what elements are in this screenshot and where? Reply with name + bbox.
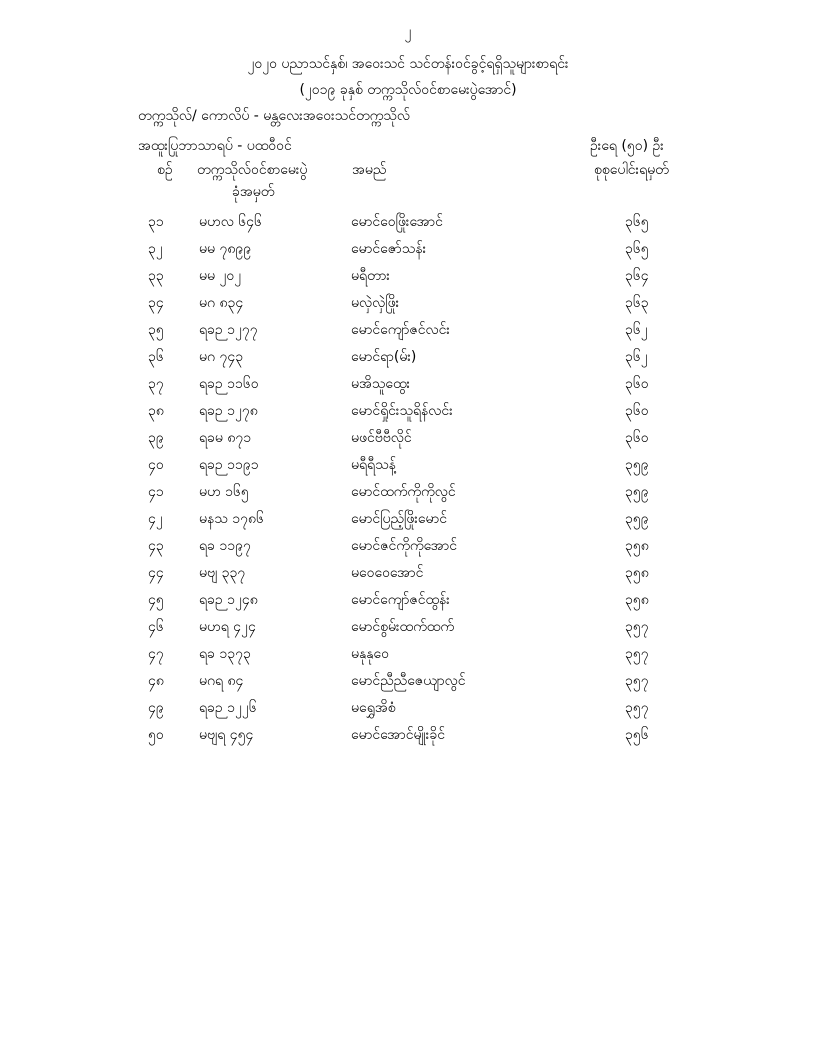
row-roll-number: ရခဉ ၁၂၄၈ xyxy=(199,592,258,608)
table-row xyxy=(0,725,816,751)
table-row xyxy=(0,455,816,481)
row-student-name: မဝေဝေအောင် xyxy=(351,565,424,581)
row-number: ၃၈ xyxy=(148,403,164,419)
row-student-name: မောင်ညီညီဇေယျာလွင် xyxy=(351,673,466,689)
row-student-name: မောင်ကျော်ဇင်လင်း xyxy=(351,322,450,338)
row-student-name: မောင်ဇော်သန်း xyxy=(351,241,427,257)
table-row xyxy=(0,266,816,292)
row-roll-number: မဟ ၁၆၅ xyxy=(199,484,249,500)
table-row xyxy=(0,509,816,535)
row-total-marks: ၃၅၇ xyxy=(625,646,649,662)
row-total-marks: ၃၆၀ xyxy=(625,376,649,392)
column-header-marks: စုစုပေါင်းရမှတ် xyxy=(594,162,669,178)
row-roll-number: မဗျရ ၄၅၄ xyxy=(199,727,254,743)
row-total-marks: ၃၆၂ xyxy=(625,349,648,365)
row-number: ၃၇ xyxy=(148,376,164,392)
row-number: ၃၆ xyxy=(148,349,164,365)
row-student-name: မောင်ဝေဖြိုးအောင် xyxy=(351,214,443,230)
row-roll-number: မဂ ၈၃၄ xyxy=(199,295,244,311)
row-student-name: မရီရီသန့် xyxy=(351,457,396,473)
row-student-name: မလှဲလှဲဖြိုး xyxy=(351,295,400,311)
column-header-no: စဉ် xyxy=(157,162,173,178)
table-row xyxy=(0,347,816,373)
quota-line: ဦးရေ (၅၀) ဦး xyxy=(590,138,664,154)
table-row xyxy=(0,428,816,454)
row-number: ၃၂ xyxy=(148,241,163,257)
row-roll-number: ရခဉ ၁၂၇၈ xyxy=(199,403,258,419)
row-total-marks: ၃၅၈ xyxy=(625,592,649,608)
row-total-marks: ၃၆၅ xyxy=(625,214,649,230)
row-student-name: မရွှေအိစံ xyxy=(351,700,396,716)
row-student-name: မောင်ထက်ကိုကိုလွင် xyxy=(351,484,456,500)
row-total-marks: ၃၅၇ xyxy=(625,700,649,716)
row-total-marks: ၃၆၅ xyxy=(625,241,649,257)
table-row xyxy=(0,590,816,616)
table-row xyxy=(0,320,816,346)
row-student-name: မအိသူထွေး xyxy=(351,376,411,392)
row-number: ၄၃ xyxy=(148,538,164,554)
row-total-marks: ၃၅၇ xyxy=(625,619,649,635)
row-student-name: မောင်အောင်မျိုးခိုင် xyxy=(351,727,445,743)
document-title: ၂၀၂၀ ပညာသင်နှစ်၊ အဝေးသင် သင်တန်းဝင်ခွင့်ရရှိသူများစာရင်း xyxy=(247,56,569,72)
table-row xyxy=(0,401,816,427)
row-number: ၄၁ xyxy=(148,484,164,500)
table-row xyxy=(0,698,816,724)
row-total-marks: ၃၅၇ xyxy=(625,673,649,689)
row-number: ၃၉ xyxy=(148,430,164,446)
subject-line: အထူးပြုဘာသာရပ် - ပထဝီဝင် xyxy=(138,138,292,154)
row-roll-number: ရခဉ ၁၁၆၀ xyxy=(199,376,259,392)
row-roll-number: ရခမ ၈၇၁ xyxy=(199,430,252,446)
table-row xyxy=(0,374,816,400)
row-student-name: မဖင်ဗီဗီလိုင် xyxy=(351,430,412,446)
row-total-marks: ၃၅၈ xyxy=(625,538,649,554)
document-subtitle: (၂၀၁၉ ခုနှစ် တက္ကသိုလ်ဝင်စာမေးပွဲအောင်) xyxy=(299,82,517,98)
row-student-name: မောင်ဇင်ကိုကိုအောင် xyxy=(351,538,458,554)
row-number: ၄၇ xyxy=(148,646,164,662)
page-number: ၂ xyxy=(404,24,412,40)
row-roll-number: မမ ၇၈၉၉ xyxy=(199,241,252,257)
row-number: ၄၆ xyxy=(148,619,164,635)
row-student-name: မနုနုဝေ xyxy=(351,646,389,662)
table-row xyxy=(0,644,816,670)
university-line: တက္ကသိုလ်/ ကောလိပ် - မန္တလေးအဝေးသင်တက္ကသိုလ် xyxy=(138,108,410,124)
row-total-marks: ၃၅၈ xyxy=(625,565,649,581)
table-row xyxy=(0,671,816,697)
row-total-marks: ၃၅၉ xyxy=(625,511,649,527)
row-roll-number: မဂ ၇၄၃ xyxy=(199,349,244,365)
row-number: ၃၃ xyxy=(148,268,164,284)
row-number: ၃၄ xyxy=(148,295,164,311)
table-row xyxy=(0,212,816,238)
row-student-name: မောင်ကျော်ဇင်ထွန်း xyxy=(351,592,450,608)
row-total-marks: ၃၅၉ xyxy=(625,457,649,473)
row-total-marks: ၃၆၂ xyxy=(625,322,648,338)
row-number: ၄၂ xyxy=(148,511,163,527)
row-student-name: မောင်ပြည့်ဖြိုးမောင် xyxy=(351,511,448,527)
row-student-name: မောင်ရာ(မ်း) xyxy=(351,349,417,365)
row-total-marks: ၃၆၀ xyxy=(625,430,649,446)
row-student-name: မောင်စွမ်းထက်ထက် xyxy=(351,619,455,635)
row-number: ၄၄ xyxy=(148,565,164,581)
table-row xyxy=(0,482,816,508)
row-roll-number: မမ ၂၀၂ xyxy=(199,268,242,284)
row-roll-number: မဂရ ၈၄ xyxy=(199,673,244,689)
table-row xyxy=(0,293,816,319)
table-row xyxy=(0,563,816,589)
row-student-name: မရီတား xyxy=(351,268,390,284)
row-number: ၃၅ xyxy=(148,322,164,338)
row-roll-number: ရခဉ ၁၂၂၆ xyxy=(199,700,257,716)
row-number: ၄၀ xyxy=(148,457,164,473)
row-number: ၅၀ xyxy=(148,727,164,743)
row-roll-number: မဟလ ၆၄၆ xyxy=(199,214,262,230)
row-number: ၄၈ xyxy=(148,673,164,689)
row-number: ၄၉ xyxy=(148,700,164,716)
column-header-name: အမည် xyxy=(352,162,387,178)
row-roll-number: ရခဉ ၁၁၉၁ xyxy=(199,457,259,473)
table-row xyxy=(0,617,816,643)
row-student-name: မောင်ရှိုင်းသူရိန်လင်း xyxy=(351,403,453,419)
row-total-marks: ၃၅၉ xyxy=(625,484,649,500)
row-roll-number: ရခ ၁၁၉၇ xyxy=(199,538,251,554)
row-roll-number: ရခ ၁၃၇၃ xyxy=(199,646,251,662)
row-roll-number: ရခဉ ၁၂၇၇ xyxy=(199,322,258,338)
row-number: ၃၁ xyxy=(148,214,164,230)
row-roll-number: မဗျ ၃၃၇ xyxy=(199,565,246,581)
row-number: ၄၅ xyxy=(148,592,164,608)
row-roll-number: မနသ ၁၇၈၆ xyxy=(199,511,264,527)
row-total-marks: ၃၅၆ xyxy=(625,727,649,743)
table-row xyxy=(0,239,816,265)
row-total-marks: ၃၆၀ xyxy=(625,403,649,419)
row-roll-number: မဟရ ၄၂၄ xyxy=(199,619,256,635)
row-total-marks: ၃၆၃ xyxy=(625,295,649,311)
table-row xyxy=(0,536,816,562)
column-header-roll-line2: ခုံအမှတ် xyxy=(232,184,275,200)
column-header-roll: တက္ကသိုလ်ဝင်စာမေးပွဲ xyxy=(197,162,308,178)
row-total-marks: ၃၆၄ xyxy=(625,268,649,284)
